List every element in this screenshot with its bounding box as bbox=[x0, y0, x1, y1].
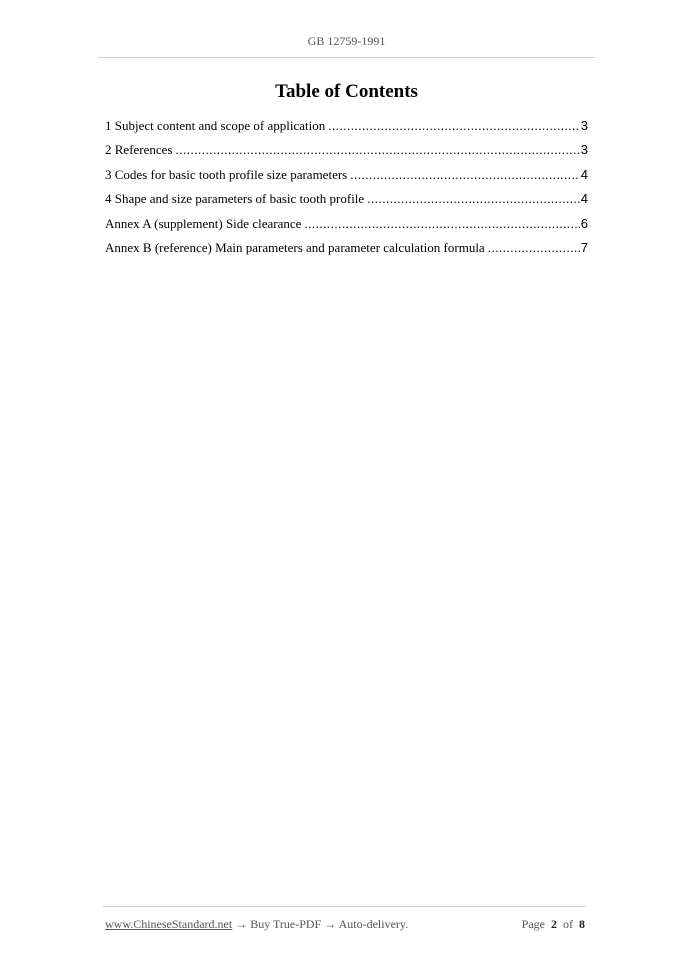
toc-entry[interactable] bbox=[105, 118, 588, 142]
arrow-right-icon: → bbox=[235, 917, 248, 931]
page-label: Page bbox=[521, 917, 545, 931]
toc-dot-leader bbox=[488, 240, 580, 256]
toc-entry-text: Annex B (reference) Main parameters and parameter calculation formula bbox=[105, 239, 485, 255]
document-code-header: GB 12759-1991 bbox=[307, 34, 386, 48]
toc-dot-leader bbox=[350, 167, 580, 183]
page-of-label: of bbox=[563, 917, 573, 931]
toc-dot-leader bbox=[176, 142, 580, 158]
toc-dot-leader bbox=[304, 216, 579, 232]
toc-entry-text: 4 Shape and size parameters of basic tooth profile bbox=[105, 191, 365, 207]
toc-entry[interactable] bbox=[105, 191, 588, 215]
toc-entry-page: 6 bbox=[580, 215, 588, 231]
toc-entry-page: 4 bbox=[580, 191, 588, 207]
footer-divider bbox=[103, 906, 586, 907]
page-footer bbox=[105, 917, 585, 932]
toc-dot-leader bbox=[328, 118, 580, 134]
toc-entry-text: 3 Codes for basic tooth profile size parameters bbox=[105, 166, 348, 182]
toc-entry-text: 1 Subject content and scope of application bbox=[105, 118, 326, 133]
toc-entry[interactable] bbox=[105, 142, 588, 166]
toc-title: Table of Contents bbox=[275, 81, 418, 102]
toc-entry[interactable] bbox=[105, 216, 588, 240]
toc-entry[interactable] bbox=[105, 167, 588, 191]
total-page-number: 8 bbox=[579, 917, 585, 931]
toc-entry-text: 2 References bbox=[105, 142, 173, 158]
footer-promo bbox=[105, 917, 408, 932]
buy-pdf-text: Buy True-PDF bbox=[250, 917, 322, 931]
page-indicator bbox=[522, 917, 585, 932]
toc-entry-page: 3 bbox=[580, 142, 588, 158]
toc-dot-leader bbox=[367, 191, 580, 207]
toc-entry-page: 7 bbox=[580, 239, 588, 255]
current-page-number: 2 bbox=[551, 917, 557, 931]
header-divider bbox=[98, 57, 595, 58]
toc-entry-page: 4 bbox=[580, 166, 588, 182]
arrow-right-icon: → bbox=[324, 917, 337, 931]
toc-list bbox=[105, 118, 588, 264]
auto-delivery-text: Auto-delivery. bbox=[338, 917, 409, 931]
toc-entry-page: 3 bbox=[580, 118, 588, 133]
toc-entry-text: Annex A (supplement) Side clearance bbox=[105, 215, 302, 231]
toc-entry[interactable] bbox=[105, 240, 588, 264]
site-link[interactable]: www.ChineseStandard.net bbox=[105, 917, 233, 931]
